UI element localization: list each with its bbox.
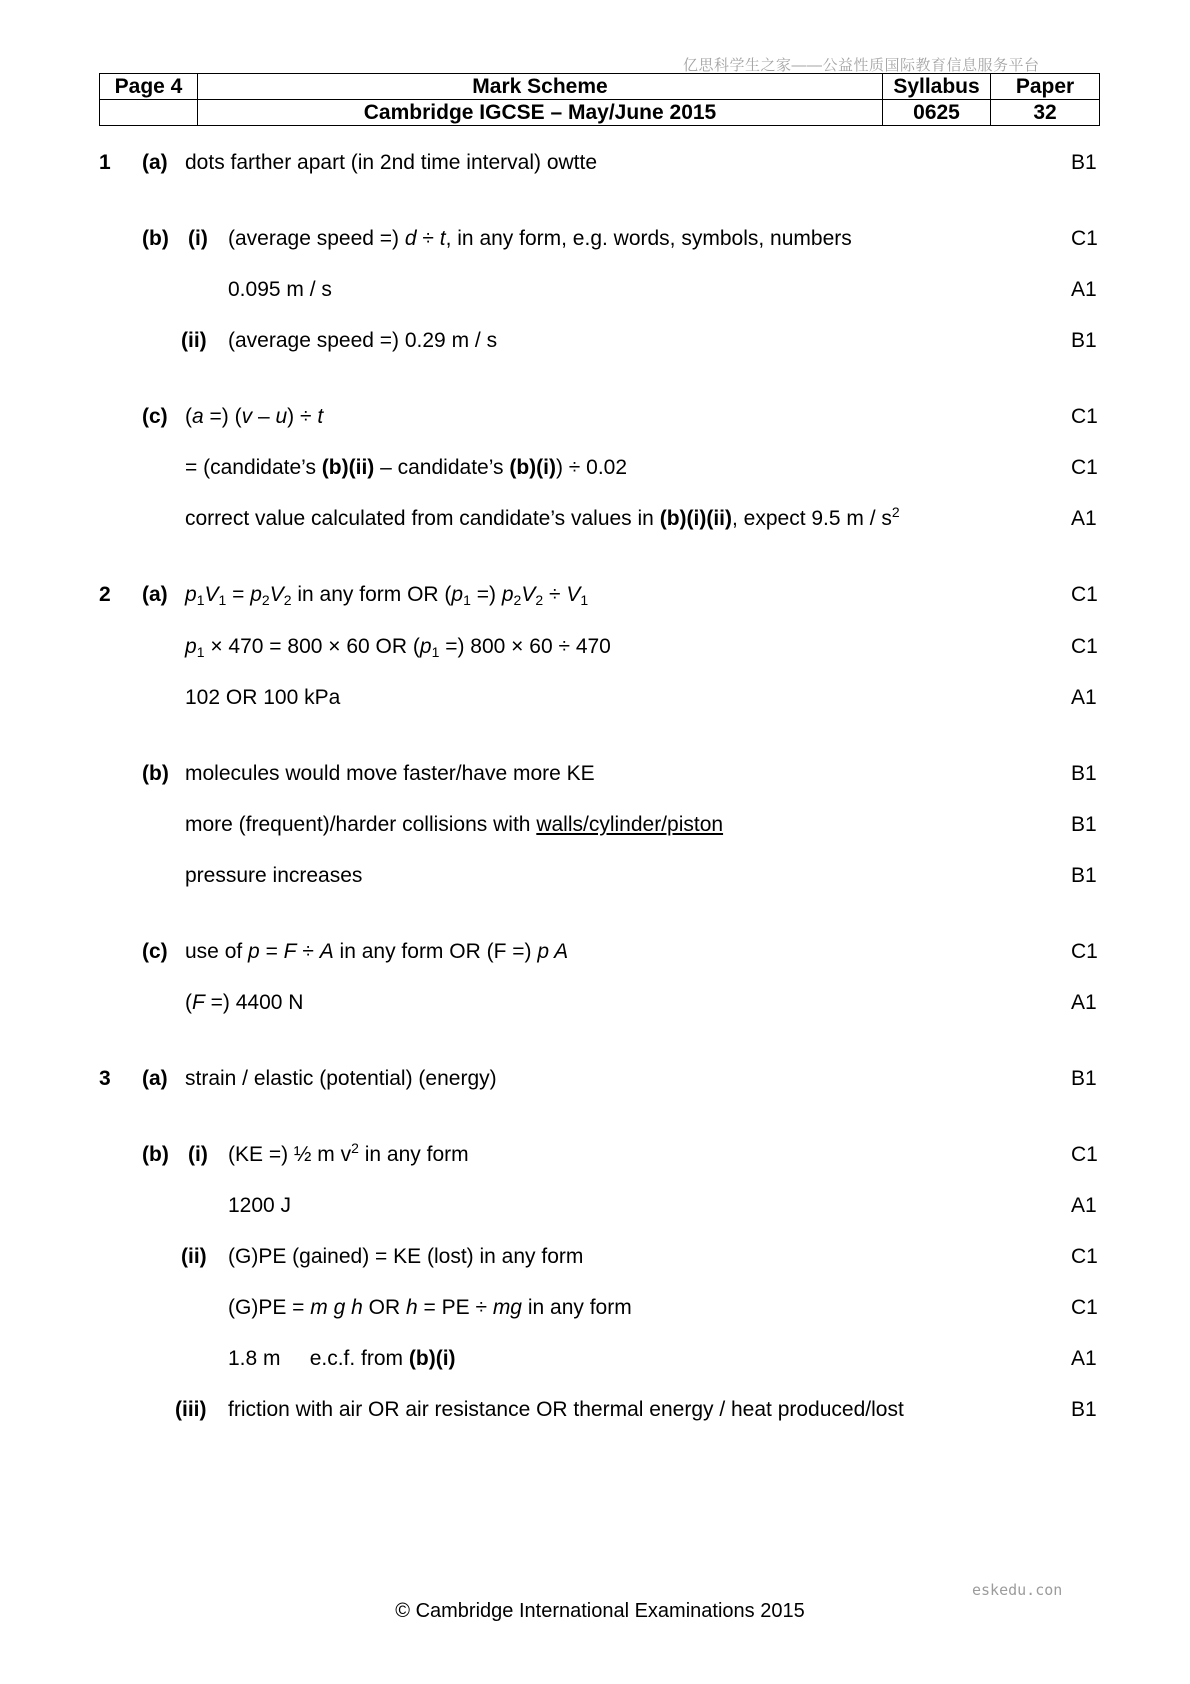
answer-text: = (candidate’s (b)(ii) – candidate’s (b)(i)) ÷ 0.02 [185,456,628,479]
question-number: 1 [99,151,111,174]
header-paper-label: Paper [991,74,1100,100]
answer-text: use of p = F ÷ A in any form OR (F =) p A [185,940,569,963]
answer-text: 1.8 m e.c.f. from (b)(i) [228,1347,456,1370]
mark: B1 [1071,1067,1097,1090]
copyright-footer: © Cambridge International Examinations 2015 [395,1600,805,1622]
header-paper: 32 [991,100,1100,126]
part-label: (a) [142,151,168,174]
header-syllabus-label: Syllabus [883,74,991,100]
mark: A1 [1071,991,1097,1014]
mark-scheme-header-table [99,73,1100,126]
subpart-label: (ii) [181,329,207,352]
header-syllabus: 0625 [883,100,991,126]
answer-text: $p_1 \times 470 = 800 \times 60$ OR ($p_1$ =) 800 × 60 ÷ 470 [185,635,611,660]
mark: B1 [1071,329,1097,352]
part-label: (c) [142,405,168,428]
mark: B1 [1071,813,1097,836]
answer-text: 102 OR 100 kPa [185,686,341,709]
mark: C1 [1071,635,1098,658]
mark: C1 [1071,1245,1098,1268]
mark: C1 [1071,1296,1098,1319]
part-label: (a) [142,1067,168,1090]
answer-text: more (frequent)/harder collisions with walls/cylinder/piston [185,813,724,836]
mark: C1 [1071,405,1098,428]
question-number: 3 [99,1067,111,1090]
answer-text: correct value calculated from candidate’s values in (b)(i)(ii), expect 9.5 m / $s^2$ [185,504,900,530]
answer-text: dots farther apart (in 2nd time interval) owtte [185,151,598,174]
mark: A1 [1071,1347,1097,1370]
header-title: Mark Scheme [198,74,883,100]
part-label: (a) [142,583,168,606]
mark: B1 [1071,151,1097,174]
part-label: (b) [142,1143,169,1166]
answer-text: (G)PE (gained) = KE (lost) in any form [228,1245,584,1268]
mark: C1 [1071,940,1098,963]
mark: A1 [1071,1194,1097,1217]
answer-text: (average speed =) d ÷ t, in any form, e.g. words, symbols, numbers [228,227,852,250]
mark: A1 [1071,278,1097,301]
answer-text: 0.095 m / s [228,278,332,301]
answer-text: (F =) 4400 N [185,991,304,1014]
answer-text: (KE =) ½ m $v^2$ in any form [228,1140,469,1166]
header-subtitle: Cambridge IGCSE – May/June 2015 [198,100,883,126]
subpart-label: (i) [188,227,208,250]
answer-text: (a =) (v – u) ÷ t [185,405,324,428]
mark: C1 [1071,456,1098,479]
answer-text: (G)PE = m g h OR h = PE ÷ mg in any form [228,1296,632,1319]
part-label: (b) [142,762,169,785]
subpart-label: (iii) [175,1398,207,1421]
answer-text: pressure increases [185,864,363,887]
mark: C1 [1071,583,1098,606]
answer-text: friction with air OR air resistance OR thermal energy / heat produced/lost [228,1398,904,1421]
part-label: (c) [142,940,168,963]
mark: B1 [1071,1398,1097,1421]
answer-text: (average speed =) 0.29 m / s [228,329,498,352]
header-page: Page 4 [100,74,198,100]
watermark-bottom: eskedu.con [972,1581,1063,1599]
answer-text: $p_1V_1 = p_2V_2$ in any form OR ($p_1$ =) $p_2V_2 \div V_1$ [185,583,589,608]
answer-text: molecules would move faster/have more KE [185,762,595,785]
question-number: 2 [99,583,111,606]
watermark-top: 亿思科学生之家——公益性质国际教育信息服务平台 [683,57,1040,74]
mark: B1 [1071,864,1097,887]
mark: C1 [1071,1143,1098,1166]
subpart-label: (i) [188,1143,208,1166]
mark: C1 [1071,227,1098,250]
mark: A1 [1071,507,1097,530]
answer-text: strain / elastic (potential) (energy) [185,1067,497,1090]
mark: A1 [1071,686,1097,709]
subpart-label: (ii) [181,1245,207,1268]
mark: B1 [1071,762,1097,785]
part-label: (b) [142,227,169,250]
answer-text: 1200 J [228,1194,292,1217]
header-blank [100,100,198,126]
